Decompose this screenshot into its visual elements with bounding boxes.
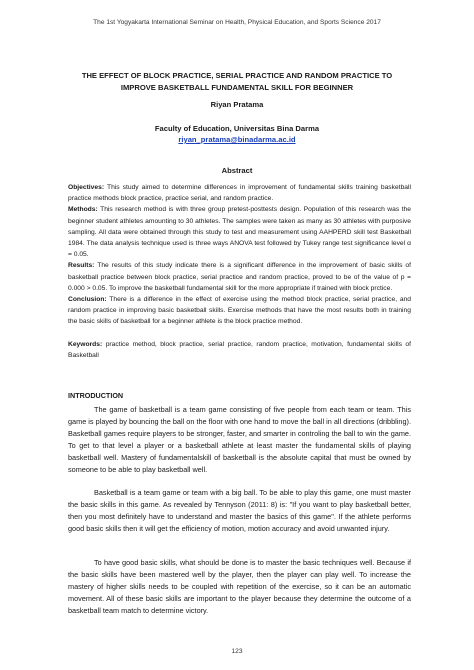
keywords-text: practice method, block practice, serial practice, random practice, motivation, fundamental skills of Basketball xyxy=(68,341,411,360)
author-name: Riyan Pratama xyxy=(210,100,264,109)
running-head: The 1st Yogyakarta International Seminar on Health, Physical Education, and Sports Science 2017 xyxy=(93,19,381,26)
abstract-objectives xyxy=(68,182,411,204)
introduction-paragraph: To have good basic skills, what should be done is to master the basic techniques well. Because if the basic skills have been mastered well by the player, then the player can play well. To increase the mastery of higher skills needs to be coupled with repetition of the exercise, so it can be an automatic movement. All of these basic skills are important to the player because they determine the outcome of a basketball team match to determine victory. xyxy=(68,558,411,616)
abstract-heading: Abstract xyxy=(221,166,253,175)
methods-label: Methods: xyxy=(68,206,98,214)
objectives-label: Objectives: xyxy=(68,184,105,191)
objectives-text: This study aimed to determine differences in improvement of fundamental skills training basketball practice methods block practice, practice serial, and random practice. xyxy=(68,184,411,203)
introduction-paragraph: Basketball is a team game or team with a big ball. To be able to play this game, one must master the basic skills in this game. As revealed by Tennyson (2011: 8) is: "If you want to play basketball better, then you most definitely have to understand and master the basics of this game". If the athlete performs good basic skills then it will get the efficiency of motion, motion accuracy and avoid unwanted injury. xyxy=(68,488,411,534)
conclusion-label: Conclusion: xyxy=(68,296,107,304)
introduction-paragraph: The game of basketball is a team game consisting of five people from each team or team. This game is played by bouncing the ball on the floor with one hand to move the ball in all directions (dribbling). Basketball games require players to be stronger, faster, and smarter in controling the ball to win the game. To get to that level a player or a basketball athlete at least master the fundamental skills of playing basketball well. Mastery of fundamentalskill of basketball is the absolute capital that must be owned by someone to be able to play basketball well. xyxy=(68,405,411,475)
keywords-label: Keywords: xyxy=(68,341,103,348)
paper-title: THE EFFECT OF BLOCK PRACTICE, SERIAL PRACTICE AND RANDOM PRACTICE TO IMPROVE BASKETBALL FUNDAMENTAL SKILL FOR BEGINNER xyxy=(81,71,393,92)
results-text: The results of this study indicate there is a significant difference in the improvement of basic skills of basketball practice between block practice, serial practice and random practice, proved to be of the value of p = 0.000 > 0.05. To improve the basketball fundamental skill for the more appropriate if trained with block prctice. xyxy=(68,262,411,292)
methods-text: This research method is with three group pretest-posttests design. Population of this research was the beginner student athletes amounting to 30 athletes. The samples were taken as many as 30 athletes with purposive sampling. All data were obtained through this study to test and measurement using AAHPERD skill test Basketball 1984. The data analysis technique used is three ways ANOVA test followed by Tukey range test significance level α = 0.05. xyxy=(68,206,411,259)
keywords xyxy=(68,339,411,361)
author-email-link[interactable]: riyan_pratama@binadarma.ac.id xyxy=(178,135,296,144)
results-label: Results: xyxy=(68,262,95,270)
abstract-results xyxy=(68,260,411,294)
abstract-body xyxy=(68,182,411,328)
abstract-methods xyxy=(68,204,411,260)
page-number: 123 xyxy=(231,648,243,655)
abstract-conclusion xyxy=(68,294,411,328)
author-affiliation: Faculty of Education, Universitas Bina Darma xyxy=(154,124,320,133)
introduction-heading: INTRODUCTION xyxy=(68,391,124,400)
conclusion-text: There is a difference in the effect of exercise using the method block practice, serial practice, and random practice in improving basic basketball skills. Exercise methods that have the most results both in training the basic skills of basketball for a beginner athlete is the block practice method. xyxy=(68,296,411,326)
